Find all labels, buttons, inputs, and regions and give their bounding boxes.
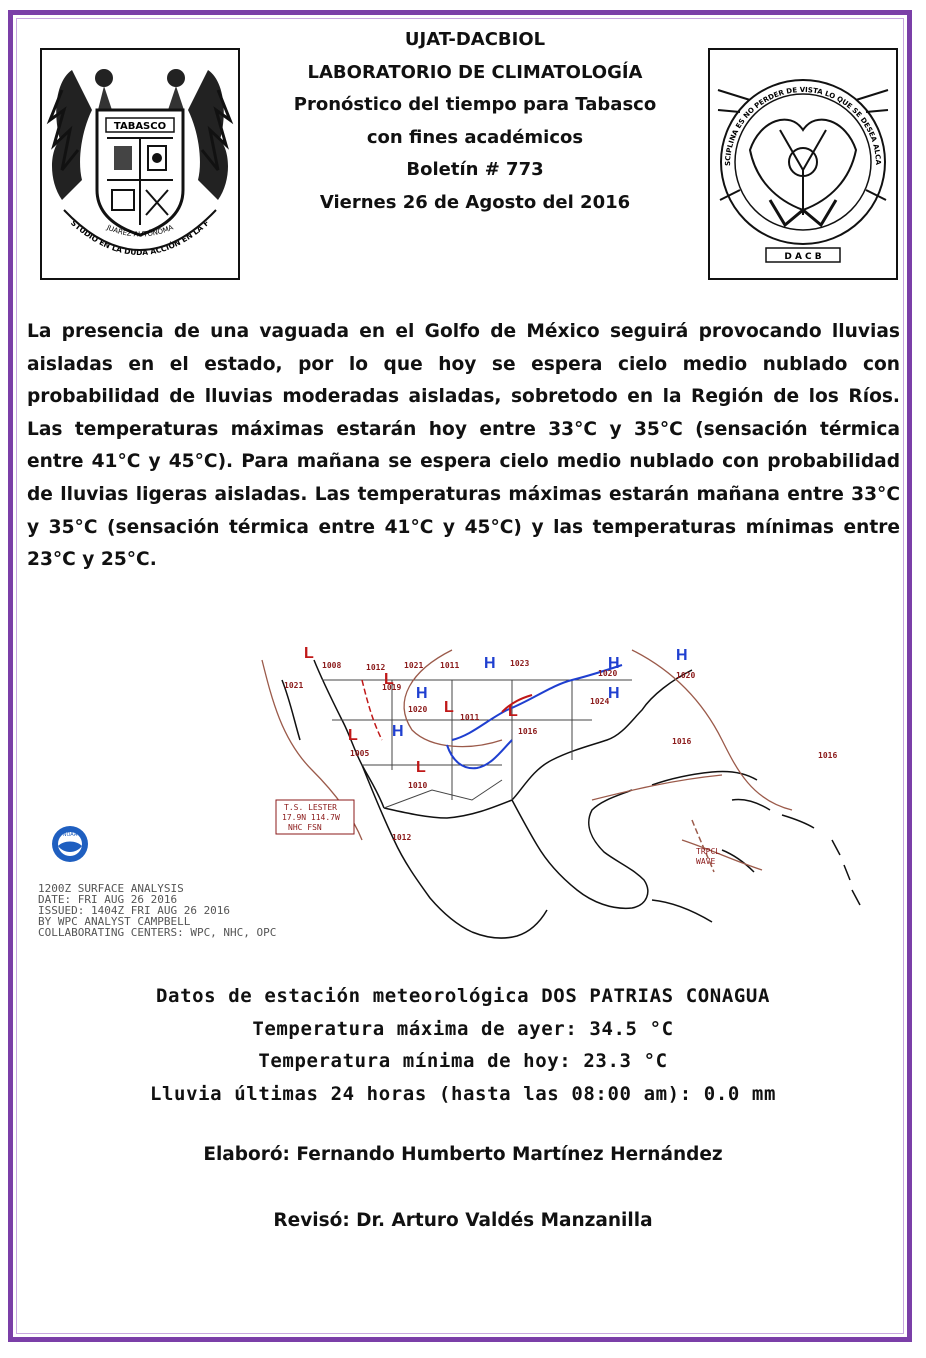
high-marker: H [608,655,620,672]
map-caption-line: BY WPC ANALYST CAMPBELL [38,915,191,928]
low-marker: L [416,759,426,776]
pressure-label: 1019 [382,683,402,692]
map-caption [38,882,276,939]
ujat-seal-icon [42,50,238,278]
pressure-label: 1012 [392,833,412,842]
ujat-logo [40,48,240,280]
dacb-seal-bottom-text: D A C B [784,252,822,262]
wave-label [696,847,720,866]
low-marker: L [384,671,394,688]
pressure-label: 1010 [408,781,428,790]
map-caption-line: ISSUED: 1404Z FRI AUG 26 2016 [38,904,231,917]
pressure-label: 1021 [284,681,304,690]
bulletin-number: Boletín # 773 [406,159,544,180]
low-marker: L [348,727,358,744]
forecast-subtitle-2: con fines académicos [366,126,584,148]
bulletin-date: Viernes 26 de Agosto del 2016 [319,191,631,213]
pressure-label: 1020 [408,705,428,714]
pressure-labels [284,659,837,842]
pressure-label: 1008 [322,661,342,670]
high-marker: H [676,647,688,664]
pressure-label: 1020 [676,671,696,680]
station-data [30,980,896,1110]
pressure-label: 1016 [818,751,838,760]
max-temp-yesterday: Temperatura máxima de ayer: 34.5 °C [252,1017,674,1040]
high-marker: H [608,685,620,702]
map-borders [322,680,632,808]
min-temp-today: Temperatura mínima de hoy: 23.3 °C [258,1050,668,1072]
forecast-subtitle: Pronóstico del tiempo para Tabasco [293,94,657,115]
ujat-seal-top-text: TABASCO [113,121,167,132]
low-marker: L [508,703,518,720]
pressure-label: 1005 [350,749,370,758]
pressure-label: 1016 [672,737,692,746]
dacb-seal-ring-text: SCIPLINA ES NO PERDER DE VISTA LO QUE SE DESEA ALCA [723,86,883,167]
high-marker: H [484,655,496,672]
dacb-seal-icon [710,50,896,278]
pressure-label: 1023 [510,659,530,668]
high-marker: H [392,723,404,740]
dacb-logo [708,48,898,280]
pressure-label: 1016 [518,727,538,736]
wave-label-line: TRPCL [696,847,721,856]
pressure-label: 1024 [590,697,610,706]
low-marker: L [304,645,314,662]
ujat-seal-ring-text-2: JUAREZ AUTÓNOMA [105,223,175,239]
cold-front-line-2 [447,740,512,768]
ujat-seal-ring-text: STUDIO EN LA DUDA ACCIÓN EN LA F [69,218,211,258]
forecast-text: La presencia de una vaguada en el Golfo de México seguirá provocando lluvias aisladas en el estado, por lo que hoy se espera cielo medio nublado con probabilidad de lluvias moderadas aisladas, sobretodo en la Región de los Ríos. Las temperaturas máximas estarán hoy entre 33°C y 35°C (sensación térmica entre 41°C y 45°C). Para mañana se espera cielo medio nublado con probabilidad de lluvias ligeras aisladas. Las temperaturas máximas estarán mañana entre 33°C y 35°C (sensación térmica entre 41°C y 45°C) y las temperaturas mínimas entre 23°C y 25°C. [27,321,900,571]
map-caption-line: DATE: FRI AUG 26 2016 [38,893,178,906]
map-caption-line: 1200Z SURFACE ANALYSIS [38,882,184,895]
trough-line [362,680,382,740]
storm-label-line: NHC FSN [288,823,322,832]
bulletin-header [250,24,700,219]
wave-label-line: WAVE [696,857,716,866]
pressure-label: 1021 [404,661,424,670]
pressure-label: 1020 [598,669,618,678]
map-caption-line: COLLABORATING CENTERS: WPC, NHC, OPC [38,926,277,939]
rain-24h: Lluvia últimas 24 horas (hasta las 08:00 am): 0.0 mm [149,1082,777,1105]
station-title: Datos de estación meteorológica DOS PATRIAS CONAGUA [156,985,770,1007]
reviewed-by: Revisó: Dr. Arturo Valdés Manzanilla [273,1210,653,1231]
institution-title: UJAT-DACBIOL [404,29,546,50]
high-marker: H [416,685,428,702]
pressure-label: 1011 [440,661,460,670]
pressure-label: 1011 [460,713,480,722]
storm-label-line: 17.9N 114.7W [282,813,340,822]
map-isobars [262,650,792,870]
storm-label-line: T.S. LESTER [284,803,337,812]
noaa-logo-icon [52,826,88,862]
lab-title: LABORATORIO DE CLIMATOLOGÍA [307,61,643,83]
prepared-by: Elaboró: Fernando Humberto Martínez Hernández [203,1144,723,1165]
map-coastlines [282,660,860,938]
pressure-label: 1012 [366,663,386,672]
noaa-logo-text: NOAA [62,832,78,838]
low-marker: L [444,699,454,716]
surface-analysis-map [32,640,868,946]
